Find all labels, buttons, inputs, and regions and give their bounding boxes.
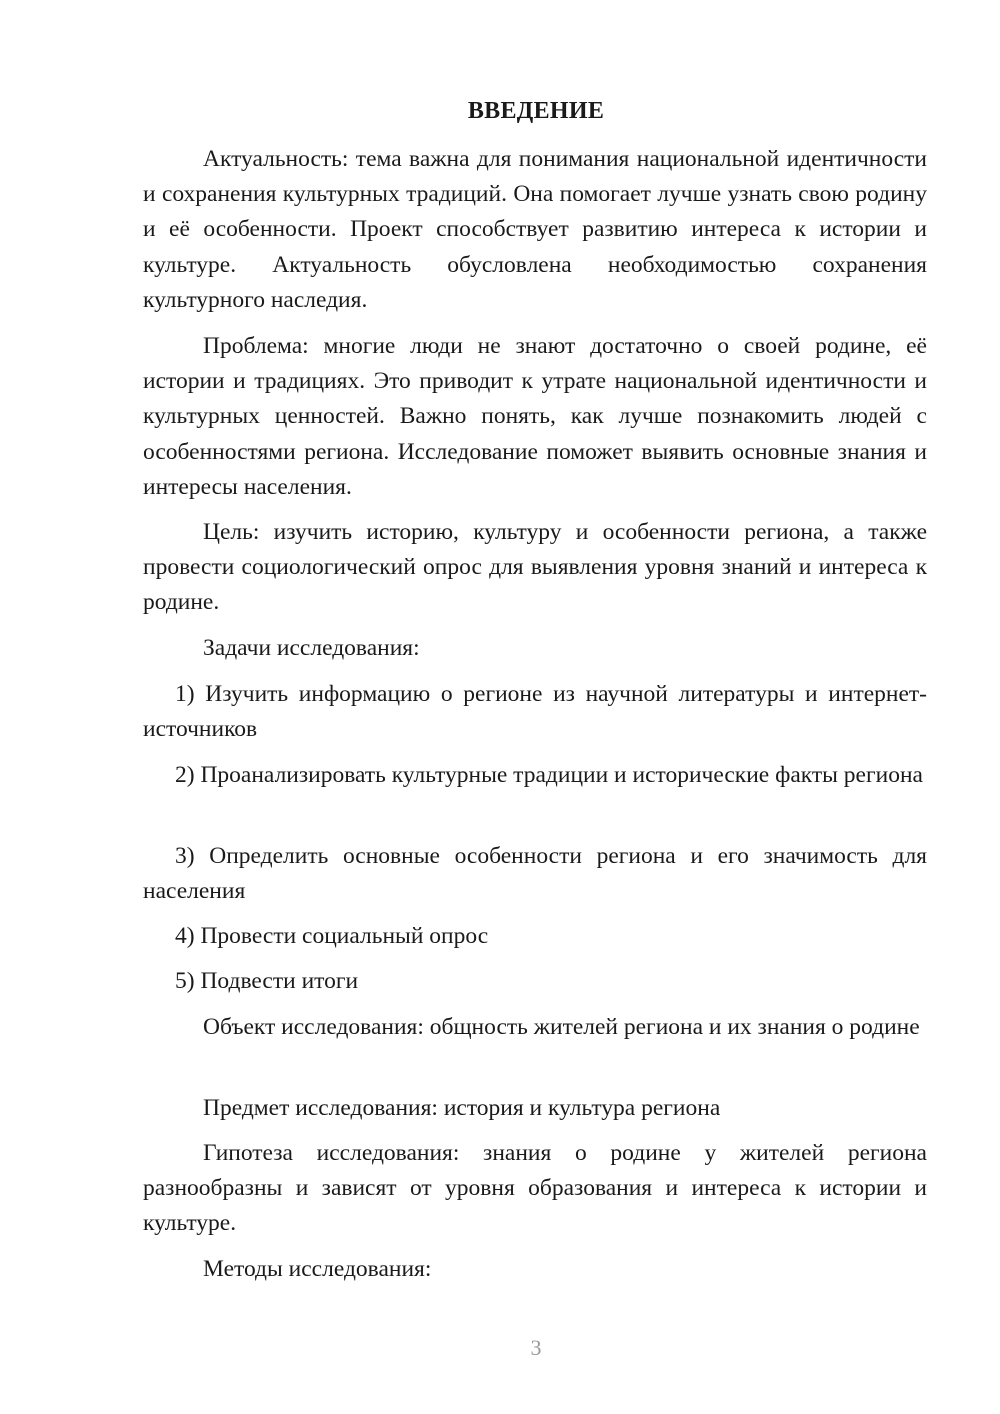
problem-paragraph: Проблема: многие люди не знают достаточно о своей родине, её истории и традициях. Это приводит к утрате национальной идентичности и культурных ценностей. Важно понять, как лучше познакомить людей с особенностями региона. Исследование поможет выявить основные знания и интересы населения. xyxy=(143,333,927,500)
tasks-title: Задачи исследования: xyxy=(203,635,420,661)
goal-paragraph: Цель: изучить историю, культуру и особенности региона, а также провести социологический опрос для выявления уровня знаний и интереса к родине. xyxy=(143,519,927,616)
task-item-3: 3) Определить основные особенности региона и его значимость для населения xyxy=(143,843,927,905)
section-heading: ВВЕДЕНИЕ xyxy=(467,98,605,124)
object-paragraph: Объект исследования: общность жителей региона и их знания о родине xyxy=(203,1014,920,1040)
hypothesis-paragraph: Гипотеза исследования: знания о родине у жителей региона разнообразны и зависят от уровня образования и интереса к истории и культуре. xyxy=(143,1140,927,1237)
subject-paragraph: Предмет исследования: история и культура региона xyxy=(203,1095,721,1121)
relevance-paragraph: Актуальность: тема важна для понимания национальной идентичности и сохранения культурных традиций. Она помогает лучше узнать свою родину и её особенности. Проект способствует развитию интереса к истории и культуре. Актуальность обусловлена необходимостью сохранения культурного наследия. xyxy=(143,146,927,313)
task-item-1: 1) Изучить информацию о регионе из научной литературы и интернет-источников xyxy=(143,681,927,743)
task-item-2: 2) Проанализировать культурные традиции и исторические факты региона xyxy=(175,762,923,788)
task-item-4: 4) Провести социальный опрос xyxy=(175,923,489,949)
page-number: 3 xyxy=(530,1335,542,1360)
methods-title: Методы исследования: xyxy=(203,1256,432,1282)
task-item-5: 5) Подвести итоги xyxy=(175,968,359,994)
